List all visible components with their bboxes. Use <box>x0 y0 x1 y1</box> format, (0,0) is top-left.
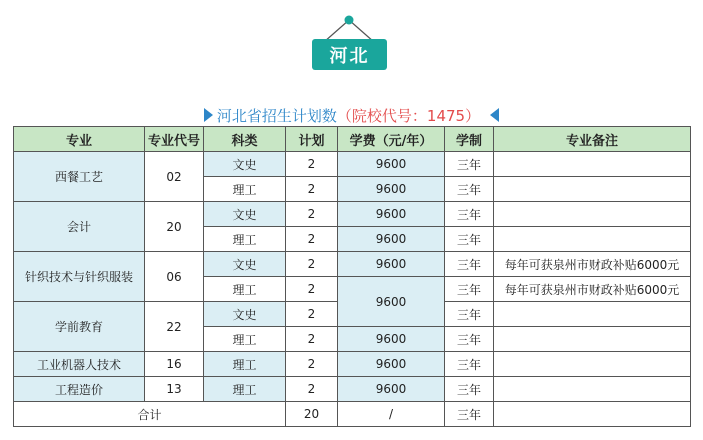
major-cell: 学前教育 <box>14 302 145 352</box>
major-cell: 会计 <box>14 202 145 252</box>
col-header-fee: 学费（元/年） <box>338 127 445 152</box>
fee-cell: 9600 <box>338 152 445 177</box>
category-cell: 文史 <box>204 252 286 277</box>
note-cell <box>494 352 691 377</box>
fee-cell: 9600 <box>338 327 445 352</box>
note-cell <box>494 177 691 202</box>
enrollment-plan-table <box>13 126 691 427</box>
major-cell: 工业机器人技术 <box>14 352 145 377</box>
major-cell: 针织技术与针织服装 <box>14 252 145 302</box>
plan-cell: 2 <box>286 177 338 202</box>
code-cell: 06 <box>145 252 204 302</box>
duration-cell: 三年 <box>445 252 494 277</box>
fee-cell: 9600 <box>338 377 445 402</box>
plan-cell: 2 <box>286 202 338 227</box>
col-header-plan: 计划 <box>286 127 338 152</box>
col-header-major: 专业 <box>14 127 145 152</box>
duration-cell: 三年 <box>445 227 494 252</box>
fee-cell: 9600 <box>338 202 445 227</box>
title-main: 河北省招生计划数 <box>216 106 337 125</box>
plan-cell: 2 <box>286 352 338 377</box>
fee-cell: 9600 <box>338 227 445 252</box>
duration-cell: 三年 <box>445 352 494 377</box>
table-row <box>14 352 691 377</box>
province-tag: 河北 <box>312 39 387 70</box>
col-header-duration: 学制 <box>445 127 494 152</box>
table-row <box>14 252 691 277</box>
note-cell <box>494 302 691 327</box>
table-row <box>14 377 691 402</box>
fee-cell: 9600 <box>338 277 445 327</box>
note-cell <box>494 377 691 402</box>
plan-cell: 2 <box>286 277 338 302</box>
duration-cell: 三年 <box>445 152 494 177</box>
total-label: 合计 <box>14 402 286 427</box>
code-cell: 20 <box>145 202 204 252</box>
duration-cell: 三年 <box>445 177 494 202</box>
code-cell: 22 <box>145 302 204 352</box>
category-cell: 文史 <box>204 302 286 327</box>
code-cell: 02 <box>145 152 204 202</box>
table-header-row <box>14 127 691 152</box>
category-cell: 理工 <box>204 327 286 352</box>
note-cell <box>494 327 691 352</box>
duration-cell: 三年 <box>445 302 494 327</box>
code-cell: 13 <box>145 377 204 402</box>
total-note <box>494 402 691 427</box>
duration-cell: 三年 <box>445 277 494 302</box>
col-header-code: 专业代号 <box>145 127 204 152</box>
code-cell: 16 <box>145 352 204 377</box>
col-header-note: 专业备注 <box>494 127 691 152</box>
total-plan: 20 <box>286 402 338 427</box>
plan-cell: 2 <box>286 252 338 277</box>
plan-cell: 2 <box>286 152 338 177</box>
col-header-category: 科类 <box>204 127 286 152</box>
plan-cell: 2 <box>286 377 338 402</box>
category-cell: 文史 <box>204 152 286 177</box>
triangle-left-icon <box>490 108 499 122</box>
fee-cell: 9600 <box>338 352 445 377</box>
duration-cell: 三年 <box>445 202 494 227</box>
note-cell <box>494 202 691 227</box>
plan-cell: 2 <box>286 327 338 352</box>
table-title <box>0 104 703 126</box>
duration-cell: 三年 <box>445 327 494 352</box>
note-cell <box>494 152 691 177</box>
category-cell: 文史 <box>204 202 286 227</box>
category-cell: 理工 <box>204 352 286 377</box>
note-cell: 每年可获泉州市财政补贴6000元 <box>494 277 691 302</box>
table-row <box>14 202 691 227</box>
category-cell: 理工 <box>204 177 286 202</box>
category-cell: 理工 <box>204 277 286 302</box>
fee-cell: 9600 <box>338 177 445 202</box>
total-duration: 三年 <box>445 402 494 427</box>
plan-cell: 2 <box>286 227 338 252</box>
triangle-right-icon <box>204 108 213 122</box>
major-cell: 西餐工艺 <box>14 152 145 202</box>
category-cell: 理工 <box>204 377 286 402</box>
note-cell <box>494 227 691 252</box>
plan-cell: 2 <box>286 302 338 327</box>
total-row <box>14 402 691 427</box>
total-fee: / <box>338 402 445 427</box>
duration-cell: 三年 <box>445 377 494 402</box>
major-cell: 工程造价 <box>14 377 145 402</box>
fee-cell: 9600 <box>338 252 445 277</box>
category-cell: 理工 <box>204 227 286 252</box>
table-row <box>14 152 691 177</box>
title-code: （院校代号：1475） <box>336 106 481 125</box>
note-cell: 每年可获泉州市财政补贴6000元 <box>494 252 691 277</box>
